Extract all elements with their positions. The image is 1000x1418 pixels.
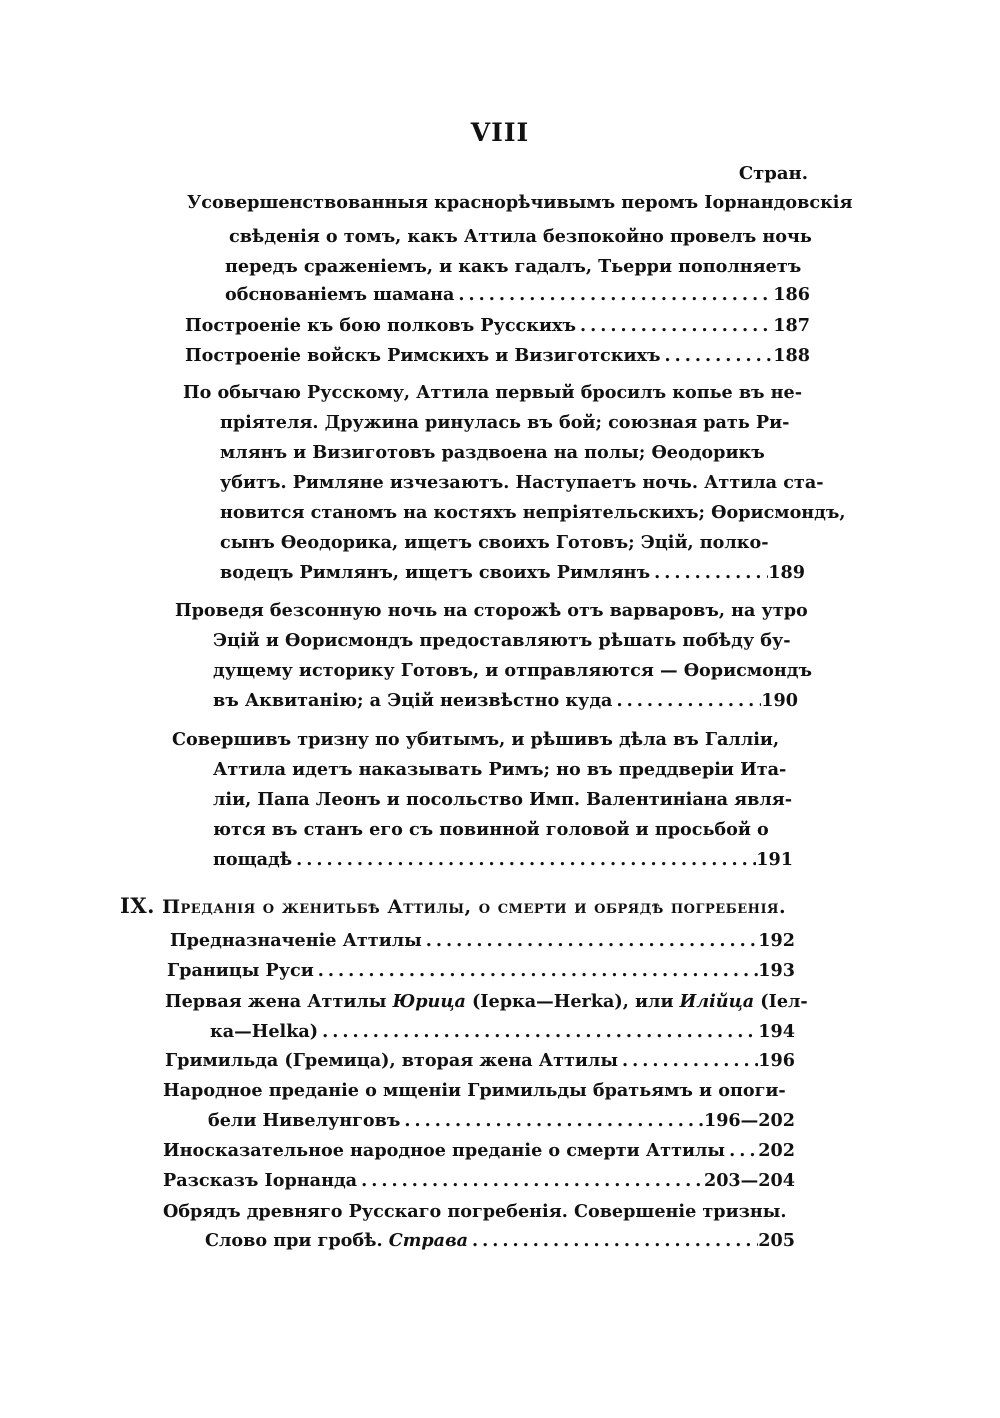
toc-entry-text: пощадѣ <box>213 849 293 870</box>
toc-text-italic: Юрица <box>392 991 466 1012</box>
toc-entry-line: Народное преданіе о мщеніи Гримильды братьямъ и опоги- <box>163 1080 786 1101</box>
toc-entry-line: свѣденія о томъ, какъ Аттила безпокойно провелъ ночь <box>229 226 812 247</box>
toc-page-number: 205 <box>758 1230 795 1251</box>
toc-page-number: 186 <box>773 284 810 305</box>
dot-leader <box>318 1021 758 1043</box>
toc-entry-text: Построеніе къ бою полковъ Русскихъ <box>185 315 576 336</box>
toc-entry-line <box>165 991 808 1013</box>
section-heading <box>120 893 786 918</box>
toc-text-part: Первая жена Аттилы <box>165 991 393 1012</box>
toc-text-part: (Іерка—Herka), или <box>465 991 680 1012</box>
toc-page-number: 203—204 <box>703 1170 795 1191</box>
toc-entry-line: По обычаю Русскому, Аттила первый бросилъ копье въ не- <box>183 382 803 403</box>
toc-page-number: 194 <box>758 1021 795 1042</box>
toc-page-number: 196 <box>758 1050 795 1071</box>
toc-entry-line: Эцій и Ѳорисмондъ предоставляютъ рѣшать побѣду бу- <box>213 630 791 651</box>
toc-entry <box>167 960 795 982</box>
dot-leader <box>468 1230 758 1252</box>
dot-leader <box>661 345 774 367</box>
dot-leader <box>400 1110 704 1132</box>
toc-text-part: Слово при гробѣ. <box>205 1230 389 1251</box>
dot-leader <box>650 562 768 584</box>
toc-entry <box>163 1140 795 1162</box>
toc-entry-text: въ Аквитанію; а Эцій неизвѣстно куда <box>213 690 613 711</box>
toc-entry-text: Иносказательное народное преданіе о смерти Аттилы <box>163 1140 726 1161</box>
dot-leader <box>612 690 761 712</box>
toc-page-number: 189 <box>768 562 805 583</box>
toc-page-number: 202 <box>758 1140 795 1161</box>
dot-leader <box>618 1050 758 1072</box>
toc-entry-line: Усовершенствованныя краснорѣчивымъ перомъ Іорнандовскія <box>187 192 853 213</box>
toc-text-part: (Іел- <box>754 991 808 1012</box>
toc-entry-line: Аттила идетъ наказывать Римъ; но въ преддверіи Ита- <box>213 759 787 780</box>
dot-leader <box>357 1170 704 1192</box>
toc-entry-line: новится станомъ на костяхъ непріятельскихъ; Ѳорисмондъ, <box>220 502 846 523</box>
toc-entry <box>163 1170 795 1192</box>
dot-leader <box>454 284 773 306</box>
toc-entry <box>220 562 805 584</box>
toc-entry-line: Проведя безсонную ночь на сторожѣ отъ варваровъ, на утро <box>175 600 808 621</box>
toc-entry-text: Разсказъ Іорнанда <box>163 1170 358 1191</box>
dot-leader <box>422 930 758 952</box>
section-title: Преданія о женитьбѣ Аттилы, о смерти и обрядѣ погребенія. <box>162 896 787 918</box>
toc-entry-text: ка—Helka) <box>210 1021 319 1042</box>
toc-page-number: 188 <box>773 345 810 366</box>
toc-entry <box>208 1110 795 1132</box>
toc-entry-line: передъ сраженіемъ, и какъ гадалъ, Тьерри пополняетъ <box>225 256 802 277</box>
toc-entry-line: дущему историку Готовъ, и отправляются — Ѳорисмондъ <box>213 660 812 681</box>
toc-page-number: 191 <box>756 849 793 870</box>
toc-entry-line: ются въ станъ его съ повинной головой и просьбой о <box>213 819 769 840</box>
toc-entry <box>213 849 793 871</box>
toc-page-number: 190 <box>761 690 798 711</box>
toc-entry <box>170 930 795 952</box>
page-number: VIII <box>470 118 530 147</box>
toc-entry-text: обснованіемъ шамана <box>225 284 455 305</box>
toc-entry-text <box>205 1230 468 1252</box>
toc-entry <box>210 1021 795 1043</box>
dot-leader <box>314 960 758 982</box>
toc-page-number: 196—202 <box>703 1110 795 1131</box>
toc-entry <box>225 284 810 306</box>
toc-entry-line: ліи, Папа Леонъ и посольство Имп. Валентиніана явля- <box>213 789 793 810</box>
dot-leader <box>292 849 756 871</box>
toc-text-italic: Страва <box>388 1230 469 1251</box>
toc-page-number: 187 <box>773 315 810 336</box>
dot-leader <box>576 315 773 337</box>
toc-entry-text: бели Нивелунговъ <box>208 1110 401 1131</box>
toc-entry-line: млянъ и Визиготовъ раздвоена на полы; Ѳеодорикъ <box>220 442 765 463</box>
toc-entry-text: Построеніе войскъ Римскихъ и Визиготскихъ <box>185 345 661 366</box>
column-header: Стран. <box>738 163 808 184</box>
toc-text-italic: Илійца <box>679 991 755 1012</box>
toc-entry <box>185 315 810 337</box>
toc-entry <box>205 1230 795 1252</box>
toc-entry-line: Обрядъ древняго Русскаго погребенія. Совершеніе тризны. <box>163 1201 787 1222</box>
toc-entry <box>213 690 798 712</box>
toc-entry <box>165 1050 795 1072</box>
toc-entry-text: Предназначеніе Аттилы <box>170 930 422 951</box>
toc-entry <box>185 345 810 367</box>
toc-page-number: 193 <box>758 960 795 981</box>
dot-leader <box>725 1140 758 1162</box>
toc-page-number: 192 <box>758 930 795 951</box>
toc-entry-line: пріятеля. Дружина ринулась въ бой; союзная рать Ри- <box>220 412 790 433</box>
toc-entry-text: водецъ Римлянъ, ищетъ своихъ Римлянъ <box>220 562 651 583</box>
toc-entry-text: Гримильда (Гремица), вторая жена Аттилы <box>165 1050 618 1071</box>
toc-entry-line: сынъ Ѳеодорика, ищетъ своихъ Готовъ; Эцій, полко- <box>220 532 769 553</box>
toc-entry-text: Границы Руси <box>167 960 314 981</box>
section-number: IX. <box>120 893 155 918</box>
toc-entry-line: убитъ. Римляне изчезаютъ. Наступаетъ ночь. Аттила ста- <box>220 472 824 493</box>
toc-entry-line: Совершивъ тризну по убитымъ, и рѣшивъ дѣла въ Галліи, <box>172 729 780 750</box>
